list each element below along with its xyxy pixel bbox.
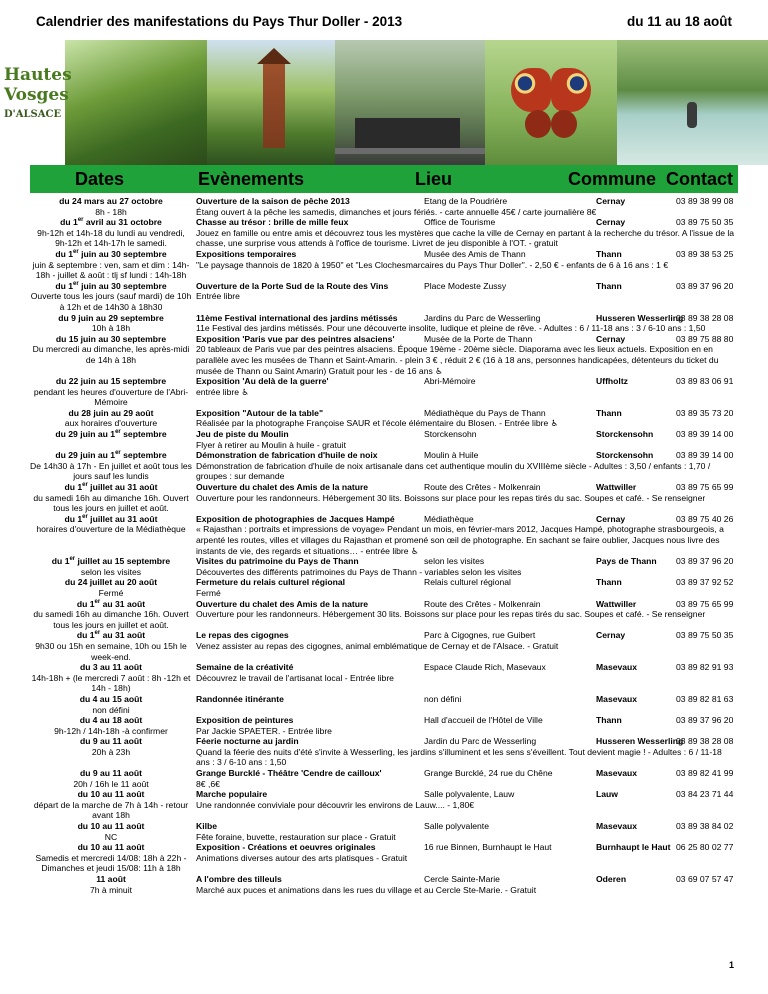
event-title: Semaine de la créativité: [196, 662, 294, 673]
event-location: Salle polyvalente, Lauw: [424, 789, 515, 800]
event-hours: aux horaires d'ouverture: [64, 418, 158, 429]
event-details: [192, 376, 738, 408]
event-dates: [30, 281, 192, 313]
event-contact: 03 89 38 28 08: [676, 312, 734, 323]
event-title: Marche populaire: [196, 789, 268, 800]
event-details: [192, 789, 738, 821]
event-dates: [30, 768, 192, 789]
event-row: [30, 821, 738, 842]
event-details: [192, 821, 738, 842]
event-commune: Masevaux: [596, 768, 638, 779]
event-title: Fermeture du relais culturel régional: [196, 577, 346, 588]
event-row: [30, 874, 738, 895]
event-hours: 10h à 18h: [91, 323, 131, 334]
event-commune: Cernay: [596, 630, 626, 641]
col-contact: Contact: [666, 169, 733, 189]
event-location: Etang de la Poudrière: [424, 196, 508, 206]
event-contact: 03 89 37 96 20: [676, 280, 734, 291]
event-description: Étang ouvert à la pêche les samedis, dimanches et jours fériés. - carte annuelle 45€ / carte journalière 8€: [196, 206, 597, 217]
event-hours: pendant les heures d'ouverture de l'Abri-Mémoire: [33, 386, 189, 408]
event-details: [192, 715, 738, 736]
event-hours: du samedi 16h au dimanche 16h. Ouvert tous les jours en juillet et août.: [33, 492, 189, 514]
event-hours: 9h-12h et 14h-18 du lundi au vendredi, 9h-12h et 14h-17h le samedi.: [37, 227, 185, 249]
event-contact: 03 89 75 40 26: [676, 513, 734, 524]
event-row: [30, 662, 738, 694]
event-hours: selon les visites: [80, 566, 142, 577]
event-location: Cercle Sainte-Marie: [424, 874, 500, 884]
event-hours: 9h30 ou 15h en semaine, 10h ou 15h le week-end.: [35, 640, 187, 662]
event-row: [30, 556, 738, 577]
event-description: Jouez en famille ou entre amis et découvrez tous les mystères que cache la ville de Cernay en partant à la recherche du trésor. A l'issue de la chasse, une surprise vous attends à l'office de tourisme. Livret de jeu disponible à l'OT. - gratuit: [196, 227, 735, 249]
event-location: Jardin du Parc de Wesserling: [424, 736, 537, 747]
event-contact: 03 89 39 14 00: [676, 450, 734, 461]
event-date: du 1er juin au 30 septembre: [55, 280, 167, 291]
event-hours: départ de la marche de 7h à 14h - retour avant 18h: [33, 799, 189, 821]
event-title: Exposition - Créations et oeuvres originales: [196, 842, 376, 853]
event-row: [30, 450, 738, 482]
event-location: Storckensohn: [424, 429, 477, 440]
event-contact: 03 89 39 14 00: [676, 429, 734, 440]
event-dates: [30, 429, 192, 450]
event-date: du 3 au 11 août: [79, 662, 143, 673]
event-commune: Masevaux: [596, 693, 638, 704]
event-commune: Cernay: [596, 513, 626, 524]
event-description: « Rajasthan : portraits et impressions de voyage» Pendant un mois, en février-mars 2012, Jacques Hampé, photographe strasbourgeois, a arpenté les routes, villes et villages du Rajasthan et promené son œil de photographe. En sachant se faire oublier, Jacques nous livre des instants de vie, des regards et situations… - entrée libre ♿: [196, 524, 724, 556]
event-details: [192, 281, 738, 313]
event-row: [30, 313, 738, 334]
event-hours: 9h-12h / 14h-18h -à confirmer: [54, 725, 168, 736]
event-description: Démonstration de fabrication d'huile de noix artisanale dans cet authentique moulin du XVIIIème siècle - Adultes : 3,50 / enfants : 1,70 / groupes : sur demande: [196, 460, 711, 482]
event-description: Ouverture pour les randonneurs. Hébergement 30 lits. Boissons sur place pour les repas tirés du sac. Soupes et café. - Se renseigner: [196, 609, 706, 620]
event-date: du 15 juin au 30 septembre: [55, 333, 167, 344]
event-dates: [30, 789, 192, 821]
event-row: [30, 217, 738, 249]
logo-line-1: Hautes: [4, 65, 72, 85]
event-location: Grange Burcklé, 24 rue du Chêne: [424, 768, 553, 779]
photo-banner: [0, 40, 768, 165]
event-contact: 03 89 82 81 63: [676, 693, 734, 704]
event-commune: Wattwiller: [596, 482, 637, 493]
event-row: [30, 715, 738, 736]
event-commune: Storckensohn: [596, 450, 654, 461]
event-commune: Storckensohn: [596, 429, 654, 440]
event-contact: 03 89 37 92 52: [676, 577, 734, 588]
event-hours: Du mercredi au dimanche, les après-midi de 14h à 18h: [32, 344, 190, 365]
event-details: [192, 577, 738, 598]
event-title: Grange Burcklé - Théâtre 'Cendre de cailloux': [196, 768, 382, 779]
event-commune: Oderen: [596, 874, 627, 884]
event-contact: 03 89 75 65 99: [676, 598, 734, 609]
event-row: [30, 630, 738, 662]
event-dates: [30, 482, 192, 514]
event-title: Jeu de piste du Moulin: [196, 429, 289, 440]
event-dates: [30, 842, 192, 874]
event-contact: 06 25 80 02 77: [676, 842, 734, 853]
event-location: Place Modeste Zussy: [424, 280, 507, 291]
event-description: Marché aux puces et animations dans les rues du village et au Cercle Ste-Marie. - Gratuit: [196, 884, 537, 895]
event-row: [30, 577, 738, 598]
event-title: Féerie nocturne au jardin: [196, 736, 299, 747]
event-contact: 03 84 23 71 44: [676, 789, 734, 800]
event-location: Abri-Mémoire: [424, 376, 476, 387]
event-commune: Lauw: [596, 789, 618, 800]
event-details: [192, 694, 738, 715]
butterfly-photo: [485, 40, 617, 165]
event-description: Venez assister au repas des cigognes, animal emblématique de Cernay et de l'Alsace. - Gratuit: [196, 640, 559, 651]
event-hours: 14h-18h + (le mercredi 7 août : 8h -12h et 14h - 18h): [31, 672, 191, 694]
event-hours: Fermé: [98, 587, 124, 598]
event-commune: Thann: [596, 577, 622, 588]
event-location: Musée de la Porte de Thann: [424, 333, 533, 344]
event-date: du 4 au 15 août: [79, 693, 143, 704]
event-details: [192, 630, 738, 662]
event-title: Chasse au trésor : brille de mille feux: [196, 217, 349, 228]
event-description: entrée libre ♿: [196, 386, 250, 397]
event-details: [192, 450, 738, 482]
event-date: du 10 au 11 août: [77, 842, 145, 853]
event-description: Entrée libre: [196, 291, 240, 302]
event-title: Démonstration de fabrication d'huile de noix: [196, 450, 378, 461]
event-description: Découvrez le travail de l'artisanat local - Entrée libre: [196, 672, 394, 683]
event-commune: Thann: [596, 280, 622, 291]
event-location: Route des Crêtes - Molkenrain: [424, 482, 541, 493]
col-commune: Commune: [568, 169, 657, 189]
event-title: Exposition 'Au delà de la guerre': [196, 376, 329, 387]
hautes-vosges-logo: [0, 48, 72, 158]
event-dates: [30, 874, 192, 895]
col-lieu: Lieu: [415, 169, 453, 189]
event-row: [30, 599, 738, 631]
event-location: Relais culturel régional: [424, 577, 511, 588]
event-title: Ouverture de la Porte Sud de la Route des Vins: [196, 280, 389, 291]
event-dates: [30, 217, 192, 249]
event-row: [30, 376, 738, 408]
event-date: du 1er juillet au 31 août: [64, 513, 158, 524]
event-commune: Pays de Thann: [596, 556, 657, 567]
event-title: Randonnée itinérante: [196, 693, 284, 704]
event-description: Fête foraine, buvette, restauration sur place - Gratuit: [196, 831, 396, 842]
event-commune: Husseren Wesserling: [596, 736, 684, 747]
event-date: du 1er au 31 août: [76, 598, 146, 609]
event-location: Parc à Cigognes, rue Guibert: [424, 630, 536, 641]
event-dates: [30, 334, 192, 376]
page-number: 1: [728, 960, 734, 970]
event-dates: [30, 662, 192, 694]
pond-photo: [617, 40, 768, 165]
logo-line-2: Vosges: [4, 85, 69, 105]
event-date: du 24 mars au 27 octobre: [59, 196, 163, 206]
document-title: Calendrier des manifestations du Pays Thur Doller - 2013: [36, 14, 403, 29]
event-description: Fermé: [196, 587, 221, 598]
event-date: du 9 au 11 août: [79, 736, 143, 747]
event-dates: [30, 821, 192, 842]
event-row: [30, 334, 738, 376]
event-hours: 7h à minuit: [89, 884, 133, 895]
event-title: 11ème Festival international des jardins métissés: [196, 312, 398, 323]
event-details: [192, 514, 738, 556]
event-hours: NC: [104, 831, 118, 842]
event-location: 16 rue Binnen, Burnhaupt le Haut: [424, 842, 552, 853]
event-hours: du samedi 16h au dimanche 16h. Ouvert tous les jours en juillet et août.: [33, 609, 189, 630]
event-date: du 9 au 11 août: [79, 768, 143, 779]
event-contact: 03 89 38 28 08: [676, 736, 734, 747]
event-location: Médiathèque: [424, 513, 474, 524]
event-contact: 03 89 35 73 20: [676, 407, 734, 418]
event-details: [192, 482, 738, 514]
event-description: Flyer à retirer au Moulin à huile - gratuit: [196, 439, 346, 450]
event-dates: [30, 599, 192, 631]
event-commune: Masevaux: [596, 662, 638, 673]
col-dates: Dates: [75, 169, 125, 189]
event-dates: [30, 556, 192, 577]
event-row: [30, 768, 738, 789]
event-details: [192, 662, 738, 694]
event-date: du 29 juin au 1er septembre: [55, 429, 167, 440]
event-date: du 28 juin au 29 août: [68, 407, 154, 418]
event-details: [192, 249, 738, 281]
event-title: Visites du patrimoine du Pays de Thann: [196, 556, 359, 567]
event-details: [192, 334, 738, 376]
event-dates: [30, 450, 192, 482]
event-commune: Masevaux: [596, 821, 638, 832]
event-description: Une randonnée conviviale pour découvrir les environs de Lauw.... - 1,80€: [196, 799, 475, 810]
event-description: Ouverture pour les randonneurs. Hébergement 30 lits. Boissons sur place pour les repas tirés du sac. Soupes et café. - Se renseigner: [196, 492, 706, 503]
event-row: [30, 249, 738, 281]
event-commune: Uffholtz: [596, 376, 628, 387]
event-date: du 1er au 31 août: [76, 630, 146, 641]
event-row: [30, 789, 738, 821]
event-location: Office de Tourisme: [424, 217, 496, 228]
event-location: Musée des Amis de Thann: [424, 248, 526, 259]
event-dates: [30, 313, 192, 334]
event-title: Ouverture de la saison de pêche 2013: [196, 196, 350, 206]
event-title: Ouverture du chalet des Amis de la nature: [196, 598, 369, 609]
event-title: Exposition "Autour de la table": [196, 407, 324, 418]
event-details: [192, 874, 738, 895]
event-location: non défini: [424, 693, 462, 704]
event-description: 8€ ,6€: [196, 778, 220, 789]
event-contact: 03 89 38 84 02: [676, 821, 734, 832]
event-contact: 03 89 82 91 93: [676, 662, 734, 673]
event-hours: non défini: [92, 704, 130, 715]
event-title: Exposition de peintures: [196, 715, 294, 726]
event-date: du 4 au 18 août: [79, 715, 143, 726]
event-details: [192, 842, 738, 874]
event-description: Découvertes des différents patrimoines du Pays de Thann - variables selon les visites: [196, 566, 522, 577]
event-row: [30, 736, 738, 768]
event-hours: 20h à 23h: [91, 746, 131, 757]
event-location: selon les visites: [424, 556, 485, 567]
event-details: [192, 313, 738, 334]
event-date: du 22 juin au 15 septembre: [55, 376, 167, 387]
event-commune: Wattwiller: [596, 598, 637, 609]
event-commune: Cernay: [596, 196, 626, 206]
event-contact: 03 89 83 06 91: [676, 376, 734, 387]
event-date: du 10 au 11 août: [77, 821, 145, 832]
col-events: Evènements: [198, 169, 305, 189]
event-date: du 1er juin au 30 septembre: [55, 248, 167, 259]
event-row: [30, 482, 738, 514]
event-contact: 03 89 75 50 35: [676, 630, 734, 641]
event-location: Espace Claude Rich, Masevaux: [424, 662, 546, 673]
event-date: du 1er avril au 31 octobre: [60, 217, 162, 228]
event-description: Réalisée par la photographe Françoise SAUR et l'école élémentaire du Blosen. - Entrée libre ♿: [196, 418, 559, 429]
event-title: Expositions temporaires: [196, 248, 297, 259]
event-row: [30, 514, 738, 556]
event-hours: Ouverte tous les jours (sauf mardi) de 10h à 12h et de 14h30 à 18h30: [30, 291, 192, 312]
event-commune: Thann: [596, 715, 622, 726]
event-dates: [30, 715, 192, 736]
event-title: Ouverture du chalet des Amis de la nature: [196, 482, 369, 493]
event-details: [192, 556, 738, 577]
logo-line-3: D'ALSACE: [4, 109, 62, 120]
event-title: Exposition 'Paris vue par des peintres alsaciens': [196, 333, 395, 344]
event-row: [30, 842, 738, 874]
event-description: Quand la féerie des nuits d'été s'invite à Wesserling, les jardins s'illuminent et les sens s'éveillent. Tout devient magie ! - Adultes : 6 / 11-18 ans : 3 / 6-10 ans : 1,50: [196, 746, 722, 768]
event-details: [192, 217, 738, 249]
event-commune: Husseren Wesserling: [596, 312, 684, 323]
event-details: [192, 599, 738, 631]
event-contact: 03 89 38 99 08: [676, 196, 734, 206]
event-description: "Le paysage thannois de 1820 à 1950" et "Les Clochesmarcaires du Pays Thur Doller". - 2,50 € - enfants de 6 à 16 ans : 1 €: [196, 259, 669, 270]
event-contact: 03 89 75 88 80: [676, 333, 734, 344]
event-details: [192, 429, 738, 450]
event-dates: [30, 736, 192, 768]
event-date: du 9 juin au 29 septembre: [58, 312, 164, 323]
event-details: [192, 408, 738, 429]
event-commune: Burnhaupt le Haut: [596, 842, 671, 853]
event-location: Hall d'accueil de l'Hôtel de Ville: [424, 715, 543, 726]
event-commune: Cernay: [596, 217, 626, 228]
train-photo: [335, 40, 485, 165]
forest-photo: [65, 40, 207, 165]
event-dates: [30, 408, 192, 429]
event-date: du 29 juin au 1er septembre: [55, 450, 167, 461]
event-date: du 1er juillet au 31 août: [64, 482, 158, 493]
event-location: Moulin à Huile: [424, 450, 479, 461]
event-row: [30, 408, 738, 429]
events-list: [30, 196, 738, 895]
event-date: du 1er juillet au 15 septembre: [51, 556, 171, 567]
event-contact: 03 89 82 41 99: [676, 768, 734, 779]
event-commune: Thann: [596, 248, 622, 259]
event-description: 20 tableaux de Paris vue par des peintres alsaciens. Époque 19ème - 20ème siècle. Diaporama avec les lieux actuels. Exposition en en parallèle avec les musées de Thann et Saint-Amarin. - plein 3 € , réduit 2 € (16 à 18 ans, personnes handicapées, détenteurs du ticket du musée de Thann ou Saint Amarin) Gratuit pour les - de 16 ans ♿: [196, 344, 719, 376]
event-title: A l'ombre des tilleuls: [196, 874, 282, 884]
column-header-bar: [30, 165, 738, 193]
event-description: Animations diverses autour des arts platisques - Gratuit: [196, 852, 408, 863]
event-contact: 03 89 38 53 25: [676, 248, 734, 259]
event-hours: juin & septembre : ven, sam et dim : 14h-18h - juillet & août : tlj sf lundi : 14h-18h: [32, 259, 190, 281]
event-location: Médiathèque du Pays de Thann: [424, 407, 546, 418]
event-dates: [30, 694, 192, 715]
event-title: Le repas des cigognes: [196, 630, 289, 641]
event-title: Exposition de photographies de Jacques Hampé: [196, 513, 395, 524]
event-commune: Thann: [596, 407, 622, 418]
event-hours: horaires d'ouverture de la Médiathèque: [36, 524, 186, 535]
castle-photo: [207, 40, 335, 165]
event-location: Jardins du Parc de Wesserling: [424, 312, 541, 323]
event-details: [192, 196, 738, 217]
event-date: du 10 au 11 août: [77, 789, 145, 800]
event-contact: 03 89 37 96 20: [676, 715, 734, 726]
event-location: Route des Crêtes - Molkenrain: [424, 598, 541, 609]
event-dates: [30, 514, 192, 556]
event-dates: [30, 376, 192, 408]
event-description: 11e Festival des jardins métissés. Pour une découverte insolite, ludique et pleine de rêve. - Adultes : 6 / 11-18 ans : 3 / 6-10 ans : 1,50: [196, 323, 706, 334]
event-details: [192, 768, 738, 789]
event-details: [192, 736, 738, 768]
event-dates: [30, 196, 192, 217]
event-title: Kilbe: [196, 821, 218, 832]
date-range: du 11 au 18 août: [626, 14, 732, 29]
event-hours: Samedis et mercredi 14/08: 18h à 22h - Dimanches et jeudi 15/08: 11h à 18h: [35, 852, 187, 874]
event-date: du 24 juillet au 20 août: [64, 577, 158, 588]
event-row: [30, 281, 738, 313]
event-hours: 20h / 16h le 11 août: [73, 778, 149, 789]
event-row: [30, 694, 738, 715]
event-hours: De 14h30 à 17h - En juillet et août tous les jours sauf les lundis: [30, 460, 192, 482]
event-commune: Cernay: [596, 333, 626, 344]
event-contact: 03 69 07 57 47: [676, 874, 734, 884]
event-row: [30, 429, 738, 450]
event-contact: 03 89 37 96 20: [676, 556, 734, 567]
event-contact: 03 89 75 50 35: [676, 217, 734, 228]
event-location: Salle polyvalente: [424, 821, 489, 832]
event-dates: [30, 630, 192, 662]
event-row: [30, 196, 738, 217]
event-contact: 03 89 75 65 99: [676, 482, 734, 493]
event-hours: 8h - 18h: [95, 206, 127, 217]
event-dates: [30, 577, 192, 598]
event-description: Par Jackie SPAETER. - Entrée libre: [196, 725, 332, 736]
event-dates: [30, 249, 192, 281]
event-date: 11 août: [96, 874, 126, 884]
